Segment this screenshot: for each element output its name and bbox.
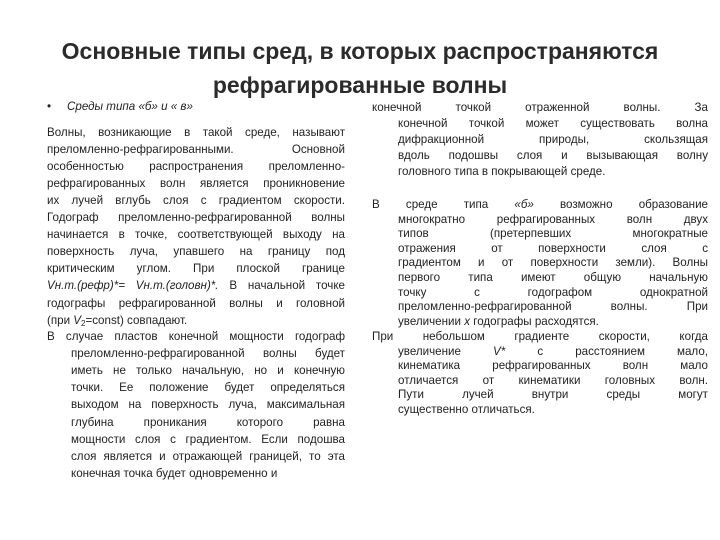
- right-paragraph-1-line: [398, 117, 708, 131]
- text-segment: многократно рефрагированных волн двух: [398, 212, 708, 226]
- text-segment: градиентом и от поверхности земли). Волны: [398, 256, 708, 270]
- text-segment: Годограф преломленно-рефрагированной волны: [47, 211, 345, 225]
- right-paragraph-3-line: [398, 345, 708, 359]
- right-paragraph-3-line: [398, 374, 708, 388]
- right-paragraph-3-line: [398, 359, 708, 373]
- left-paragraph-1-line: [47, 211, 345, 225]
- text-segment: конечной точкой может существовать волна: [398, 116, 708, 130]
- text-segment: существенно отличаться.: [398, 403, 535, 416]
- right-paragraph-2-line: [398, 315, 599, 329]
- text-segment: преломленно-рефрагированной волны. При: [398, 300, 708, 314]
- text-segment: слоя является и отражающей границей, то эта: [71, 449, 345, 463]
- text-segment: точку с годографом однократной: [398, 285, 708, 299]
- text-segment: V: [73, 313, 82, 327]
- slide-title-line-2: рефрагированные волны: [212, 72, 508, 98]
- text-segment: увеличении: [398, 314, 465, 328]
- bullet-heading: Среды типа «б» и « в»: [67, 100, 193, 113]
- text-segment: выходом на поверхность луча, максимальная: [71, 398, 345, 412]
- text-segment: отличается от кинематики головных волн.: [398, 373, 708, 387]
- left-paragraph-1-line: [47, 262, 345, 276]
- left-paragraph-1-line: [47, 194, 345, 208]
- text-segment: годографы рефрагированной волны и головной: [47, 296, 345, 310]
- text-segment: Пути лучей внутри среды могут: [398, 388, 708, 402]
- text-segment: особенностью распространения преломленно-: [47, 160, 345, 174]
- left-paragraph-1-line: [47, 314, 187, 328]
- text-segment: (при: [47, 313, 74, 327]
- text-segment: x: [464, 314, 470, 328]
- slide-title-line-1: Основные типы сред, в которых распространяются: [61, 38, 659, 64]
- text-segment: глубина проникания которого равна: [71, 415, 345, 429]
- left-paragraph-1-line: [47, 177, 345, 191]
- text-segment: вдоль подошвы слоя и вызывающая волну: [398, 148, 708, 162]
- text-segment: конечная точка будет одновременно и: [71, 466, 278, 480]
- text-segment: возможно образование: [533, 198, 708, 211]
- left-paragraph-2-line: [71, 467, 277, 481]
- text-segment: мощности слоя с градиентом. Если подошва: [71, 432, 345, 446]
- text-segment: годографы расходятся.: [470, 314, 599, 328]
- left-paragraph-1-line: [47, 143, 345, 157]
- text-segment: поверхность луча, упавшего на границу под: [47, 245, 345, 259]
- left-paragraph-2-line: [47, 330, 345, 344]
- text-segment: Волны, возникающие в такой среде, называют: [47, 126, 345, 139]
- right-paragraph-2-line: [372, 198, 708, 212]
- right-paragraph-2-line: [398, 227, 708, 241]
- text-segment: критическим углом. При плоской границе: [47, 262, 345, 276]
- text-segment: В среде типа: [372, 198, 515, 211]
- left-paragraph-1-line: [47, 126, 345, 140]
- left-paragraph-1-line: [47, 279, 345, 293]
- bullet-icon: •: [47, 100, 52, 113]
- right-paragraph-2-line: [398, 271, 708, 285]
- text-segment: 2: [81, 318, 86, 328]
- right-paragraph-2-line: [398, 300, 708, 314]
- text-segment: кинематика рефрагированных волн мало: [398, 359, 708, 373]
- text-segment: начинается в точке, соответствующей выходу на: [47, 228, 345, 242]
- text-segment: При небольшом градиенте скорости, когда: [372, 330, 708, 343]
- left-paragraph-1-line: [47, 245, 345, 259]
- text-segment: типов (претерпевших многократные: [398, 227, 708, 241]
- text-segment: =const) совпадают.: [85, 313, 188, 327]
- left-paragraph-1-line: [47, 297, 345, 311]
- left-paragraph-2-line: [71, 416, 345, 430]
- text-segment: преломленно-рефрагированной волны будет: [71, 347, 345, 361]
- left-paragraph-2-line: [71, 433, 345, 447]
- right-paragraph-2-line: [398, 242, 708, 256]
- text-segment: иметь не только начальную, но и конечную: [71, 364, 345, 378]
- text-segment: точки. Ее положение будет определяться: [71, 381, 345, 395]
- left-paragraph-2-line: [71, 398, 345, 412]
- text-segment: отражения от поверхности слоя с: [398, 241, 708, 255]
- text-segment: В случае пластов конечной мощности годограф: [47, 330, 345, 343]
- left-paragraph-1-line: [47, 160, 345, 174]
- left-paragraph-1-line: [47, 228, 345, 242]
- text-segment: конечной точкой отраженной волны. За: [372, 101, 708, 114]
- text-segment: преломленно-рефрагированными. Основной: [47, 143, 345, 157]
- left-paragraph-2-line: [71, 381, 345, 395]
- right-paragraph-1-line: [398, 165, 605, 179]
- right-paragraph-3-line: [372, 330, 708, 344]
- text-segment: дифракционной природы, скользящая: [398, 132, 708, 146]
- right-paragraph-2-line: [398, 286, 708, 300]
- left-paragraph-2-line: [71, 364, 345, 378]
- text-segment: рефрагированных волн является проникновение: [47, 177, 345, 191]
- left-paragraph-2-line: [71, 450, 345, 464]
- text-segment: их лучей вглубь слоя с градиентом скорости.: [47, 194, 345, 208]
- right-paragraph-3-line: [398, 403, 535, 417]
- right-paragraph-1-line: [398, 133, 708, 147]
- text-segment: V*: [493, 344, 506, 358]
- right-paragraph-2-line: [398, 213, 708, 227]
- text-segment: головного типа в покрывающей среде.: [398, 164, 606, 178]
- text-segment: Vн.т.(рефр)*= Vн.т.(головн)*.: [47, 279, 219, 293]
- left-paragraph-2-line: [71, 347, 345, 361]
- right-paragraph-1-line: [372, 101, 708, 115]
- text-segment: В начальной точке: [218, 279, 345, 293]
- right-paragraph-1-line: [398, 149, 708, 163]
- text-segment: с расстоянием мало,: [505, 344, 708, 358]
- right-paragraph-3-line: [398, 388, 708, 402]
- right-paragraph-2-line: [398, 256, 708, 270]
- text-segment: «б»: [514, 198, 534, 211]
- text-segment: увеличение: [398, 344, 494, 358]
- text-segment: первого типа имеют общую начальную: [398, 271, 708, 284]
